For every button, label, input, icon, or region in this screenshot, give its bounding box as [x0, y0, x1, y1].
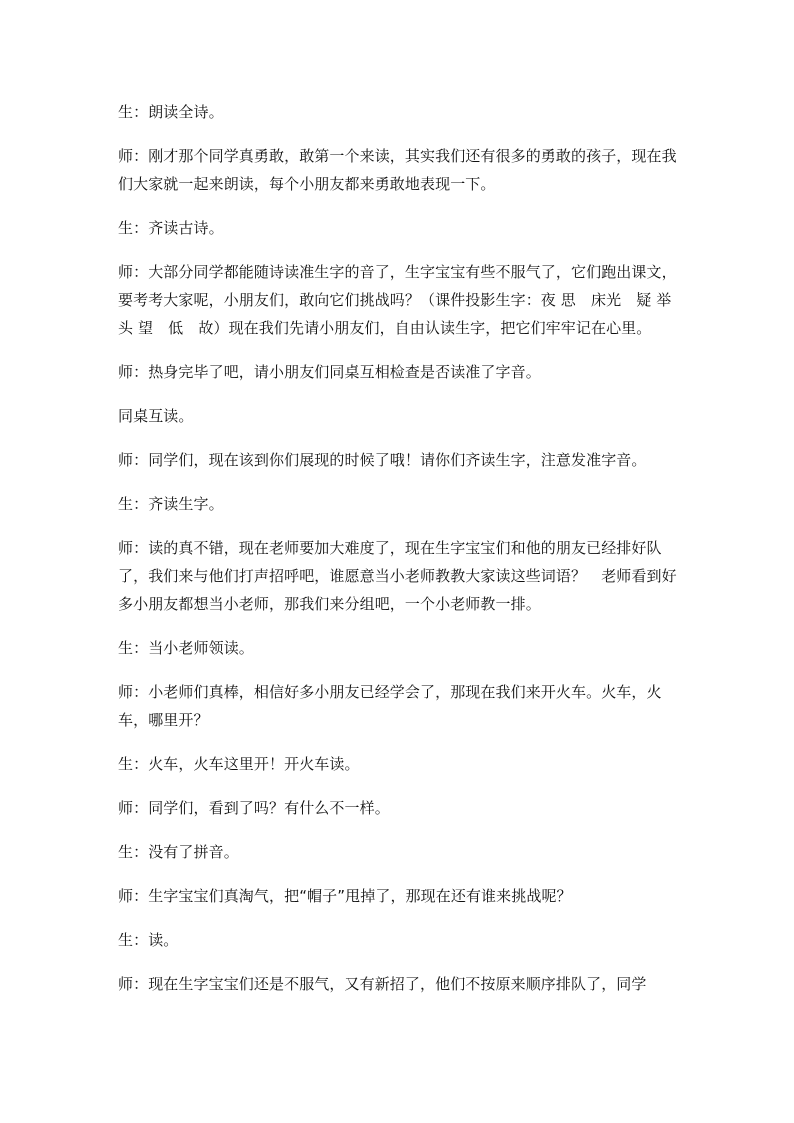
- paragraph-8: 生：齐读生字。: [118, 495, 224, 513]
- paragraph-10: 生：当小老师领读。: [118, 639, 254, 657]
- paragraph-16: 生：读。: [118, 931, 179, 949]
- paragraph-2: 师：刚才那个同学真勇敢，敢第一个来读，其实我们还有很多的勇敢的孩子，现在我们大家就一起来朗读，每个小朋友都来勇敢地表现一下。: [118, 147, 677, 193]
- paragraph-4: 师：大部分同学都能随诗读准生字的音了，生字宝宝有些不服气了，它们跑出课文，要考考大家呢，小朋友们，敢向它们挑战吗？（课件投影生字：夜 思 床光 疑 举 头 望 低 故）现在我们先请小朋友们，自由认读生字，把它们牢牢记在心里。: [118, 263, 677, 337]
- paragraph-17: 师：现在生字宝宝们还是不服气，又有新招了，他们不按原来顺序排队了，同学: [118, 975, 647, 993]
- paragraph-11: 师：小老师们真棒，相信好多小朋友已经学会了，那现在我们来开火车。火车，火车，哪里开？: [118, 683, 662, 729]
- paragraph-14: 生：没有了拼音。: [118, 843, 239, 861]
- paragraph-5: 师：热身完毕了吧，请小朋友们同桌互相检查是否读准了字音。: [118, 363, 541, 381]
- paragraph-3: 生：齐读古诗。: [118, 219, 224, 237]
- paragraph-7: 师：同学们，现在该到你们展现的时候了哦！请你们齐读生字，注意发准字音。: [118, 451, 647, 469]
- paragraph-15: 师：生字宝宝们真淘气，把“帽子”甩掉了，那现在还有谁来挑战呢？: [118, 887, 572, 905]
- paragraph-13: 师：同学们，看到了吗？有什么不一样。: [118, 799, 390, 817]
- paragraph-9: 师：读的真不错，现在老师要加大难度了，现在生字宝宝们和他的朋友已经排好队了，我们来与他们打声招呼吧，谁愿意当小老师教教大家读这些词语？ 老师看到好多小朋友都想当小老师，那我们来分组吧，一个小老师教一排。: [118, 539, 677, 613]
- paragraph-1: 生：朗读全诗。: [118, 103, 224, 121]
- paragraph-6: 同桌互读。: [118, 407, 194, 425]
- paragraph-12: 生：火车，火车这里开！开火车读。: [118, 755, 360, 773]
